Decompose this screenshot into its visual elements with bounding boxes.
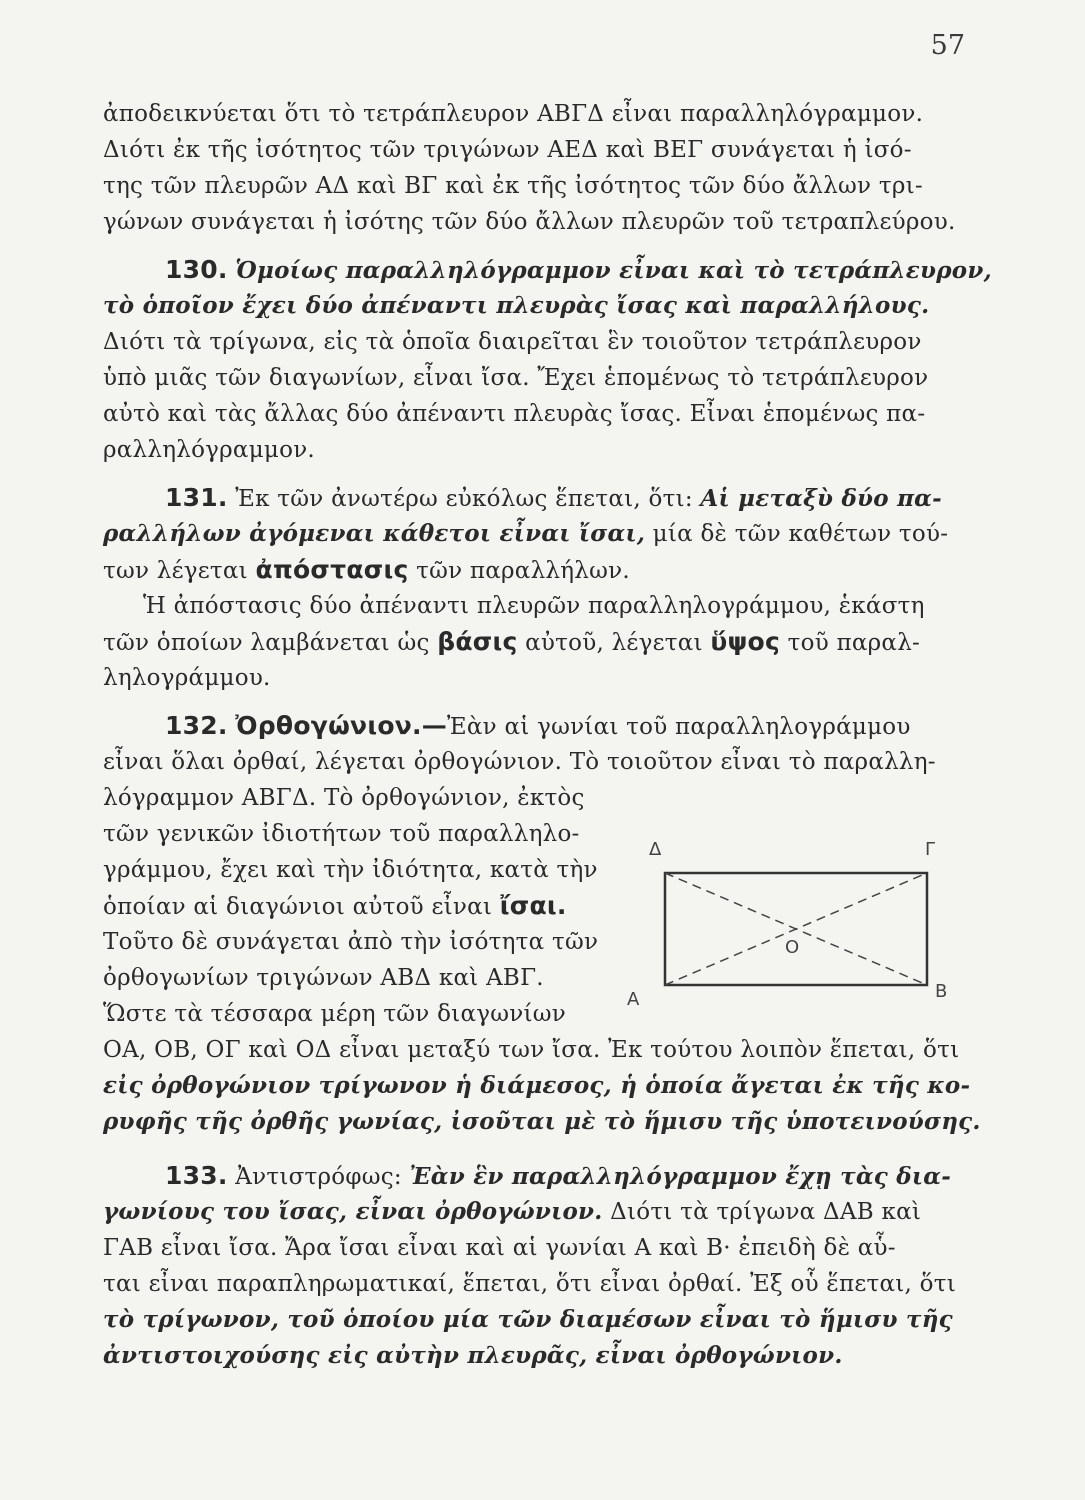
- text-line: ραλληλόγραμμον.: [103, 437, 315, 463]
- section-number: 131.: [165, 483, 228, 512]
- text-span: Ἐκ τῶν ἀνωτέρω εὐκόλως ἕπεται, ὅτι:: [235, 486, 693, 512]
- text-line: [103, 624, 965, 660]
- text-line: [103, 516, 965, 552]
- theorem-text: ραλλήλων ἀγόμεναι κάθετοι εἶναι ἴσαι,: [103, 520, 646, 547]
- theorem-text: Αἱ μεταξὺ δύο πα-: [700, 485, 942, 512]
- term-isai: ἴσαι.: [499, 891, 567, 920]
- section-number: 132.: [165, 711, 228, 740]
- text-line: ται εἶναι παραπληρωματικαί, ἕπεται, ὅτι εἶναι ὀρθαί. Ἐξ οὗ ἕπεται, ὅτι: [103, 1271, 957, 1297]
- text-line: ΟΑ, ΟΒ, ΟΓ καὶ ΟΔ εἶναι μεταξύ των ἴσα. Ἐκ τούτου λοιπὸν ἕπεται, ὅτι: [103, 1037, 960, 1063]
- section-title: Ὀρθογώνιον.—: [235, 711, 448, 740]
- text-line: ΓΑΒ εἶναι ἴσα. Ἄρα ἴσαι εἶναι καὶ αἱ γωνίαι Α καὶ Β· ἐπειδὴ δὲ αὗ-: [103, 1235, 896, 1261]
- text-line: Διότι τὰ τρίγωνα, εἰς τὰ ὁποῖα διαιρεῖται ἓν τοιοῦτον τετράπλευρον: [103, 329, 922, 355]
- theorem-text: Ὁμοίως παραλληλόγραμμον εἶναι καὶ τὸ τετράπλευρον,: [235, 257, 992, 284]
- text-span: Ἐὰν αἱ γωνίαι τοῦ παραλληλογράμμου: [447, 714, 911, 740]
- text-line: της τῶν πλευρῶν ΑΔ καὶ ΒΓ καὶ ἐκ τῆς ἰσότητος τῶν δύο ἄλλων τρι-: [103, 173, 923, 199]
- theorem-text: εἰς ὀρθογώνιον τρίγωνον ἡ διάμεσος, ἡ ὁποία ἄγεται ἐκ τῆς κο-: [103, 1072, 971, 1099]
- term-hypsos: ὕψος: [710, 627, 781, 656]
- term-basis: βάσις: [437, 627, 518, 656]
- term-apostasis: ἀπόστασις: [255, 555, 409, 584]
- section-number: 133.: [165, 1161, 228, 1190]
- text-line: [103, 1104, 981, 1140]
- rectangle-diagram: [627, 835, 955, 1015]
- text-span: ὁποίαν αἱ διαγώνιοι αὐτοῦ εἶναι: [103, 894, 493, 920]
- text-line: λόγραμμον ΑΒΓΔ. Τὸ ὀρθογώνιον, ἐκτὸς: [103, 785, 585, 811]
- text-line: ἀποδεικνύεται ὅτι τὸ τετράπλευρον ΑΒΓΔ εἶναι παραλληλόγραμμον.: [103, 101, 924, 127]
- text-line: εἶναι ὅλαι ὀρθαί, λέγεται ὀρθογώνιον. Τὸ τοιοῦτον εἶναι τὸ παραλλη-: [103, 749, 936, 775]
- section-130-heading: [103, 252, 992, 288]
- text-line: Τοῦτο δὲ συνάγεται ἀπὸ τὴν ἰσότητα τῶν: [103, 929, 599, 955]
- text-line: ληλογράμμου.: [103, 665, 271, 691]
- text-line: ὀρθογωνίων τριγώνων ΑΒΔ καὶ ΑΒΓ.: [103, 965, 544, 991]
- text-span: αὐτοῦ, λέγεται: [525, 630, 703, 656]
- theorem-text: ἀντιστοιχούσης εἰς αὐτὴν πλευρᾶς, εἶναι ὀρθογώνιον.: [103, 1342, 843, 1369]
- center-label-o: Ο: [785, 937, 800, 958]
- section-number: 130.: [165, 255, 228, 284]
- section-132-heading: [103, 708, 965, 744]
- page-number: 57: [930, 30, 965, 61]
- rectangle-diagram-svg: [627, 835, 955, 1015]
- text-line: [103, 288, 965, 324]
- text-line: γράμμου, ἔχει καὶ τὴν ἰδιότητα, κατὰ τὴν: [103, 857, 598, 883]
- text-line: ὑπὸ μιᾶς τῶν διαγωνίων, εἶναι ἴσα. Ἔχει ἑπομένως τὸ τετράπλευρον: [103, 365, 929, 391]
- text-line: [103, 1302, 965, 1338]
- text-span: τοῦ παραλ-: [787, 630, 921, 656]
- text-span: Διότι τὰ τρίγωνα ΔΑΒ καὶ: [610, 1199, 922, 1225]
- theorem-text: ρυφῆς τῆς ὀρθῆς γωνίας, ἰσοῦται μὲ τὸ ἥμισυ τῆς ὑποτεινούσης.: [103, 1108, 981, 1135]
- theorem-text: γωνίους του ἴσας, εἶναι ὀρθογώνιον.: [103, 1198, 603, 1225]
- vertex-label-d: Δ: [649, 839, 662, 860]
- text-span: Ἀντιστρόφως:: [235, 1164, 402, 1190]
- text-line: Διότι ἐκ τῆς ἰσότητος τῶν τριγώνων ΑΕΔ καὶ ΒΕΓ συνάγεται ἡ ἰσό-: [103, 137, 912, 163]
- text-line: [103, 1068, 971, 1104]
- text-span: τῶν ὁποίων λαμβάνεται ὡς: [103, 630, 430, 656]
- theorem-text: τὸ ὁποῖον ἔχει δύο ἀπέναντι πλευρὰς ἴσας καὶ παραλλήλους.: [103, 292, 930, 319]
- text-line: γώνων συνάγεται ἡ ἰσότης τῶν δύο ἄλλων πλευρῶν τοῦ τετραπλεύρου.: [103, 209, 956, 235]
- text-line: αὐτὸ καὶ τὰς ἄλλας δύο ἀπέναντι πλευρὰς ἴσας. Εἶναι ἑπομένως πα-: [103, 401, 926, 427]
- text-line: [103, 888, 623, 924]
- text-line: [103, 1338, 965, 1374]
- vertex-label-a: Α: [627, 989, 640, 1010]
- text-line: Ἡ ἀπόστασις δύο ἀπέναντι πλευρῶν παραλληλογράμμου, ἑκάστη: [143, 593, 925, 619]
- text-span: μία δὲ τῶν καθέτων τού-: [652, 521, 949, 547]
- page-text: [103, 96, 992, 1374]
- theorem-text: τὸ τρίγωνον, τοῦ ὁποίου μία τῶν διαμέσων εἶναι τὸ ἥμισυ τῆς: [103, 1306, 953, 1333]
- theorem-text: Ἐὰν ἓν παραλληλόγραμμον ἔχῃ τὰς δια-: [409, 1163, 952, 1190]
- section-133-heading: [103, 1158, 965, 1194]
- text-line: Ὥστε τὰ τέσσαρα μέρη τῶν διαγωνίων: [103, 1001, 566, 1027]
- text-span: τῶν παραλλήλων.: [416, 558, 630, 584]
- vertex-label-b: Β: [935, 981, 948, 1002]
- vertex-label-g: Γ: [925, 839, 936, 860]
- text-line: τῶν γενικῶν ἰδιοτήτων τοῦ παραλληλο-: [103, 821, 580, 847]
- text-line: [103, 1194, 965, 1230]
- section-131-heading: [103, 480, 965, 516]
- text-line: [103, 552, 965, 588]
- text-span: των λέγεται: [103, 558, 248, 584]
